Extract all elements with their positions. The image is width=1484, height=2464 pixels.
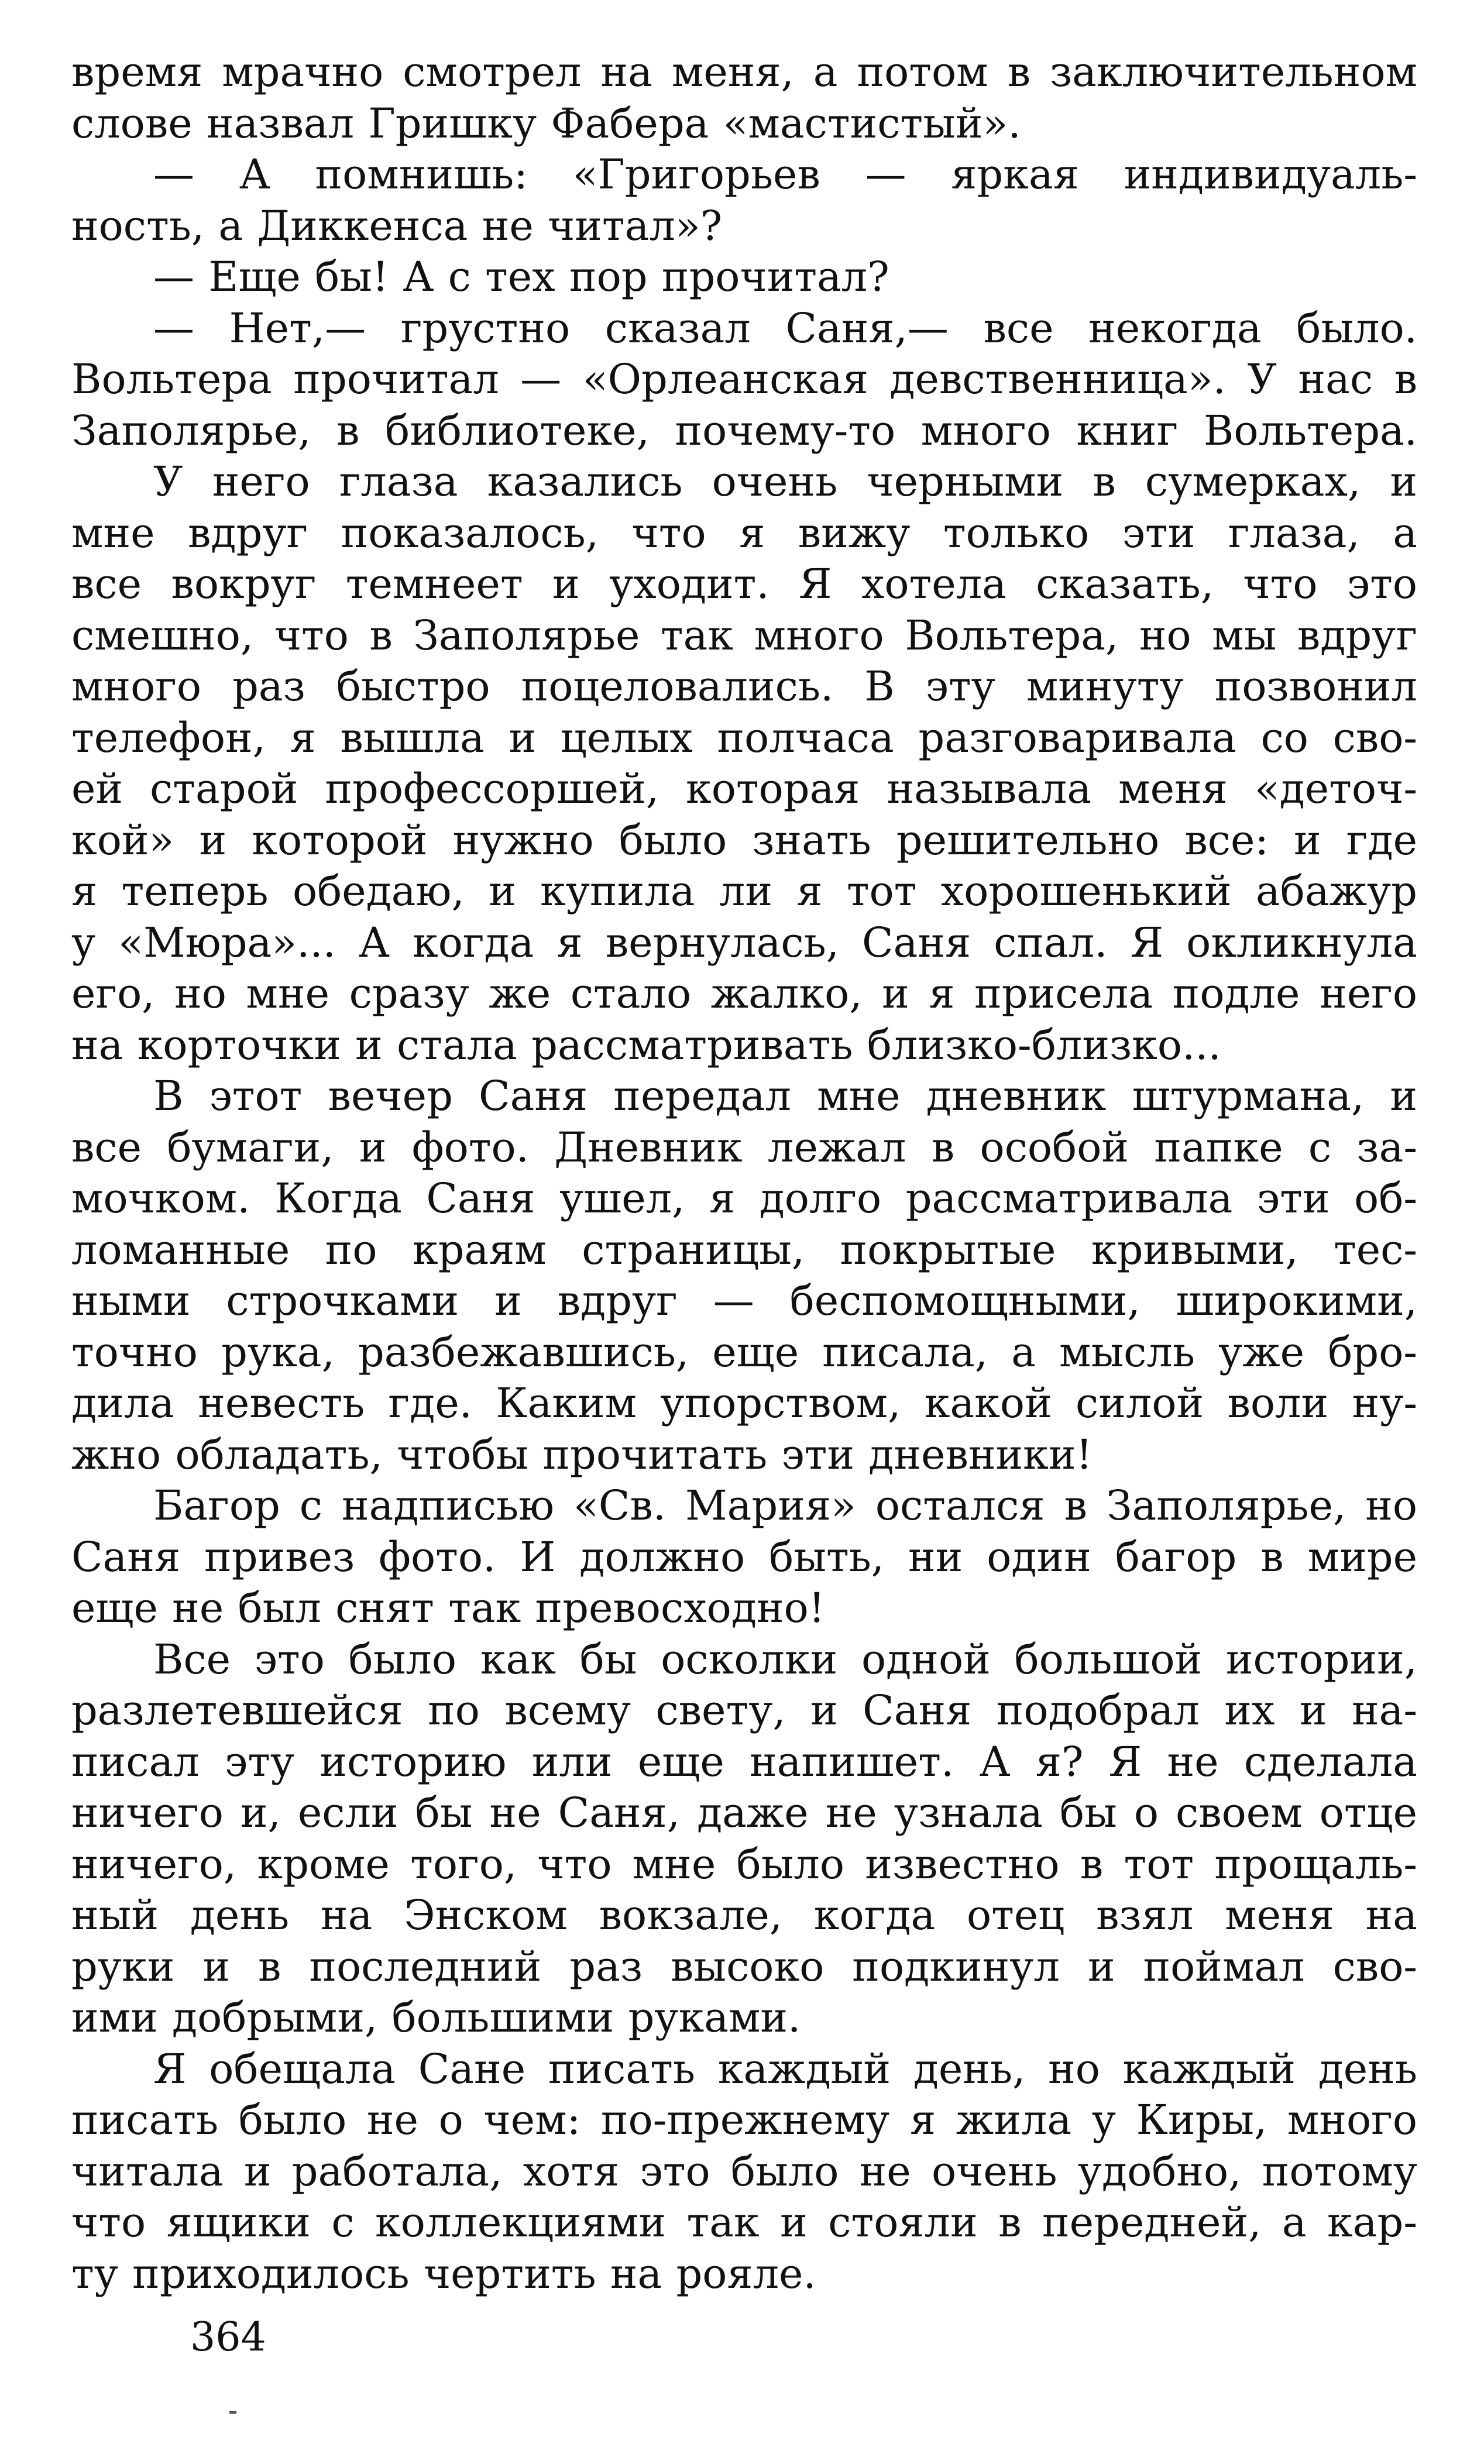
text-line: мне вдруг показалось, что я вижу только эти глаза, а xyxy=(71,508,1417,557)
text-line: его, но мне сразу же стало жалко, и я присела подле него xyxy=(71,970,1417,1018)
text-line: ничего и, если бы не Саня, даже не узнала бы о своем отце xyxy=(71,1789,1417,1837)
text-line: слове назвал Гришку Фабера «мастистый». xyxy=(71,99,1021,147)
text-line: — Еще бы! А с тех пор прочитал? xyxy=(153,253,889,301)
paragraph xyxy=(71,47,1417,149)
text-line: ломанные по краям страницы, покрытые кривыми, тес- xyxy=(71,1225,1417,1274)
text-line: Все это было как бы осколки одной большой истории, xyxy=(153,1635,1417,1683)
text-line: В этот вечер Саня передал мне дневник штурмана, и xyxy=(153,1072,1417,1120)
text-line: я теперь обедаю, и купила ли я тот хорошенький абажур xyxy=(71,867,1417,915)
text-line: Заполярье, в библиотеке, почему-то много книг Вольтера. xyxy=(71,406,1417,455)
text-line: время мрачно смотрел на меня, а потом в заключительном xyxy=(71,48,1417,96)
paragraph xyxy=(71,1071,1417,1480)
paragraph xyxy=(71,1634,1417,2044)
text-line: писал эту историю или еще напишет. А я? Я не сделала xyxy=(71,1737,1417,1786)
text-line: все бумаги, и фото. Дневник лежал в особой папке с за- xyxy=(71,1123,1417,1171)
text-line: У него глаза казались очень черными в сумерках, и xyxy=(153,458,1417,506)
text-line: телефон, я вышла и целых полчаса разговаривала со сво- xyxy=(71,713,1417,762)
text-line: Я обещала Сане писать каждый день, но каждый день xyxy=(153,2044,1417,2093)
page-number: 364 xyxy=(190,2314,266,2360)
text-line: еще не был снят так превосходно! xyxy=(71,1584,825,1632)
text-line: на корточки и стала рассматривать близко-близко... xyxy=(71,1020,1221,1069)
text-line: ей старой профессоршей, которая называла меня «деточ- xyxy=(71,765,1417,813)
paragraph xyxy=(71,149,1417,252)
text-line: — А помнишь: «Григорьев — яркая индивидуаль- xyxy=(153,150,1417,198)
paragraph xyxy=(71,252,1417,303)
paragraph xyxy=(71,456,1417,1071)
main-text xyxy=(71,47,1417,2300)
text-line: ность, а Диккенса не читал»? xyxy=(71,201,723,250)
text-line: Саня привез фото. И должно быть, ни один багор в мире xyxy=(71,1532,1417,1581)
text-line: мочком. Когда Саня ушел, я долго рассматривала эти об- xyxy=(71,1174,1417,1222)
text-line: разлетевшейся по всему свету, и Саня подобрал их и на- xyxy=(71,1686,1417,1734)
text-line: ими добрыми, большими руками. xyxy=(71,1994,801,2042)
text-line: дила невесть где. Каким упорством, какой силой воли ну- xyxy=(71,1379,1417,1427)
paragraph xyxy=(71,1480,1417,1634)
text-line: — Нет,— грустно сказал Саня,— все некогда было. xyxy=(153,304,1417,352)
text-line: у «Мюра»... А когда я вернулась, Саня спал. Я окликнула xyxy=(71,918,1417,967)
text-line: писать было не о чем: по-прежнему я жила у Киры, много xyxy=(71,2096,1417,2144)
text-line: точно рука, разбежавшись, еще писала, а мысль уже бро- xyxy=(71,1328,1417,1376)
text-line: ными строчками и вдруг — беспомощными, широкими, xyxy=(71,1277,1417,1325)
text-line: ный день на Энском вокзале, когда отец взял меня на xyxy=(71,1891,1417,1939)
text-line: руки и в последний раз высоко подкинул и поймал сво- xyxy=(71,1942,1417,1991)
text-line: ту приходилось чертить на рояле. xyxy=(71,2249,816,2298)
paragraph xyxy=(71,303,1417,457)
text-line: Вольтера прочитал — «Орлеанская девственница». У нас в xyxy=(71,355,1417,403)
print-mark xyxy=(229,2411,236,2414)
text-line: читала и работала, хотя это было не очень удобно, потому xyxy=(71,2147,1417,2195)
text-line: ничего, кроме того, что мне было известно в тот прощаль- xyxy=(71,1840,1417,1888)
text-line: жно обладать, чтобы прочитать эти дневники! xyxy=(71,1430,1093,1479)
text-line: кой» и которой нужно было знать решительно все: и где xyxy=(71,816,1417,864)
text-line: все вокруг темнеет и уходит. Я хотела сказать, что это xyxy=(71,560,1417,608)
text-line: Багор с надписью «Св. Мария» остался в Заполярье, но xyxy=(153,1482,1417,1530)
text-line: что ящики с коллекциями так и стояли в передней, а кар- xyxy=(71,2198,1417,2246)
text-line: много раз быстро поцеловались. В эту минуту позвонил xyxy=(71,662,1417,710)
text-line: смешно, что в Заполярье так много Вольтера, но мы вдруг xyxy=(71,611,1417,659)
paragraph xyxy=(71,2044,1417,2300)
